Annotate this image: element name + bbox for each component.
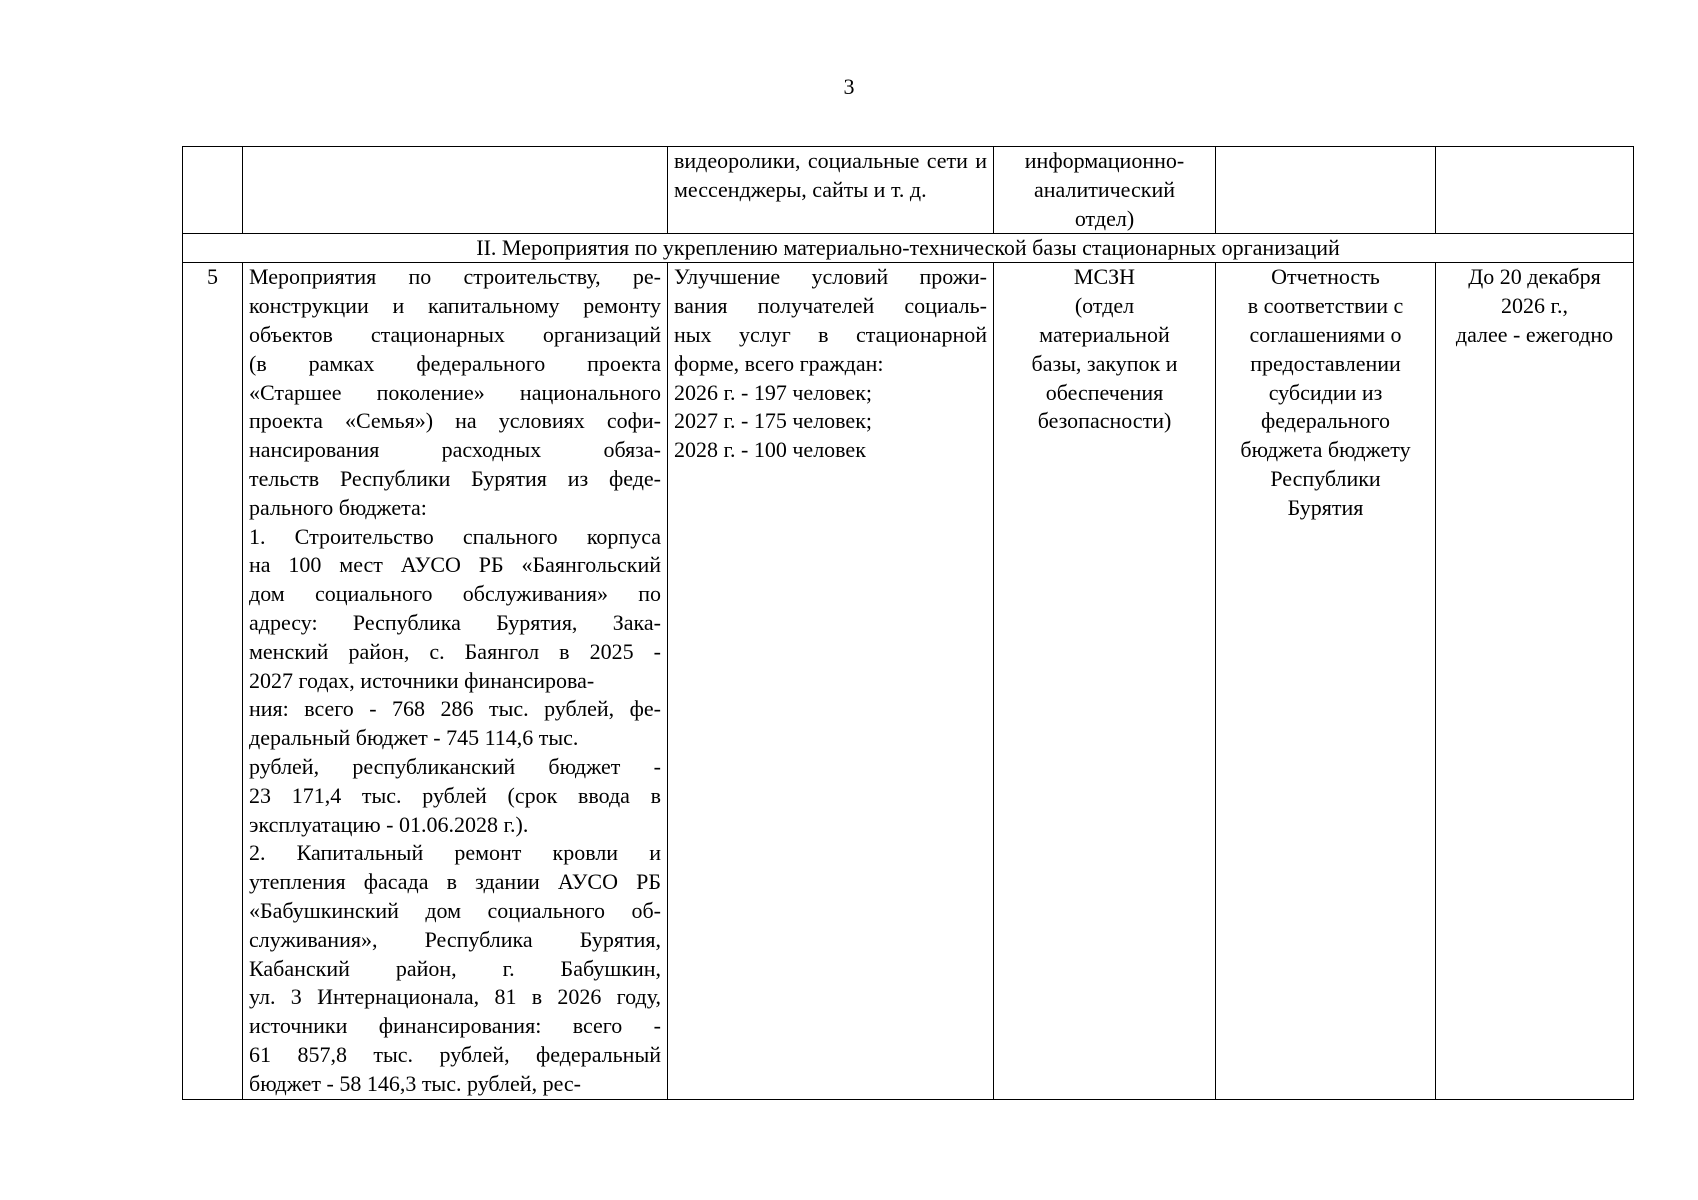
responsible-line: базы, закупок и (1031, 350, 1178, 376)
responsible-line: МСЗН (1073, 264, 1136, 290)
cell-result (668, 147, 994, 234)
activity-line: 1. Строительство спального корпуса (249, 523, 661, 549)
activity-line: 61 857,8 тыс. рублей, федеральный (249, 1041, 661, 1067)
result-line: форме, всего граждан: (674, 350, 884, 376)
reporting-line: федерального (1261, 408, 1390, 434)
responsible-executor (994, 263, 1216, 1099)
reporting-line: бюджета бюджету (1240, 437, 1411, 463)
reporting-line: в соответствии с (1247, 293, 1404, 319)
activity-line: тельств Республики Бурятия из феде- (249, 465, 661, 491)
responsible-line: материальной (1039, 321, 1170, 347)
section-title: II. Мероприятия по укреплению материально-технической базы стационарных организаций (183, 234, 1634, 263)
activity-line: служивания», Республика Бурятия, (249, 926, 661, 952)
result-line: Улучшение условий прожи- (674, 264, 987, 290)
result-line: 2028 г. - 100 человек (674, 437, 866, 463)
result-line: ных услуг в стационарной (674, 321, 987, 347)
activity-line: «Бабушкинский дом социального об- (249, 897, 661, 923)
reporting-line: соглашениями о (1249, 321, 1402, 347)
activity-line: ул. 3 Интернационала, 81 в 2026 году, (249, 984, 661, 1010)
responsible-line: информационно- (1024, 148, 1185, 173)
cell-number (183, 147, 243, 234)
expected-result (668, 263, 994, 1099)
reporting-line: предоставлении (1250, 350, 1401, 376)
activity-line: ния: всего - 768 286 тыс. рублей, фе- (249, 696, 661, 722)
responsible-line: обеспечения (1045, 379, 1164, 405)
activity-line: дом социального обслуживания» по (249, 581, 661, 607)
activity-line: на 100 мест АУСО РБ «Баянгольский (249, 552, 661, 578)
continuation-result-text: видеоролики, социальные сети и мессенджеры, сайты и т. д. (674, 148, 987, 202)
reporting-line: Отчетность (1271, 264, 1380, 290)
result-line: 2026 г. - 197 человек; (674, 379, 872, 405)
reporting-line: Республики (1270, 465, 1381, 491)
deadline-line: До 20 декабря (1468, 264, 1601, 290)
cell-responsible (994, 147, 1216, 234)
deadline-line: 2026 г., (1500, 293, 1569, 319)
responsible-line: безопасности) (1037, 408, 1172, 434)
activity-line: менский район, с. Баянгол в 2025 - (249, 638, 661, 664)
continuation-row (183, 147, 1634, 234)
activity-description (243, 263, 668, 1099)
reporting-line: субсидии из (1268, 379, 1383, 405)
responsible-line: аналитический (1033, 176, 1175, 202)
activity-line: 2027 годах, источники финансирова- (249, 667, 595, 693)
activity-line: объектов стационарных организаций (249, 321, 661, 347)
page-number: 3 (843, 74, 855, 99)
activity-line: конструкции и капитальному ремонту (249, 293, 661, 319)
deadline (1436, 263, 1634, 1099)
cell-reporting (1216, 147, 1436, 234)
table-row (183, 263, 1634, 1099)
cell-deadline (1436, 147, 1634, 234)
result-line: вания получателей социаль- (674, 293, 987, 319)
responsible-line: (отдел (1074, 293, 1135, 319)
activity-line: эксплуатацию - 01.06.2028 г.). (249, 811, 529, 837)
activity-line: рублей, республиканский бюджет - (249, 753, 661, 779)
activity-line: источники финансирования: всего - (249, 1013, 661, 1039)
activity-line: нансирования расходных обяза- (249, 437, 661, 463)
activity-line: 23 171,4 тыс. рублей (срок ввода в (249, 782, 661, 808)
activity-line: (в рамках федерального проекта (249, 350, 661, 376)
activities-table (182, 146, 1634, 1100)
activity-line: утепления фасада в здании АУСО РБ (249, 869, 661, 895)
activity-line: проекта «Семья») на условиях софи- (249, 408, 661, 434)
row-number: 5 (183, 263, 243, 1099)
activity-line: деральный бюджет - 745 114,6 тыс. (249, 725, 579, 751)
activity-line: рального бюджета: (249, 494, 427, 520)
activity-line: адресу: Республика Бурятия, Зака- (249, 609, 661, 635)
activity-line: Кабанский район, г. Бабушкин, (249, 955, 661, 981)
result-line: 2027 г. - 175 человек; (674, 408, 872, 434)
activity-line: 2. Капитальный ремонт кровли и (249, 840, 661, 866)
activity-line: «Старшее поколение» национального (249, 379, 661, 405)
deadline-line: далее - ежегодно (1455, 321, 1614, 347)
activity-line: Мероприятия по строительству, ре- (249, 264, 661, 290)
cell-activity (243, 147, 668, 234)
section-header-row (183, 234, 1634, 263)
reporting-line: Бурятия (1287, 494, 1364, 520)
activity-line: бюджет - 58 146,3 тыс. рублей, рес- (249, 1070, 581, 1096)
reporting-form (1216, 263, 1436, 1099)
responsible-line: отдел) (1074, 205, 1135, 231)
